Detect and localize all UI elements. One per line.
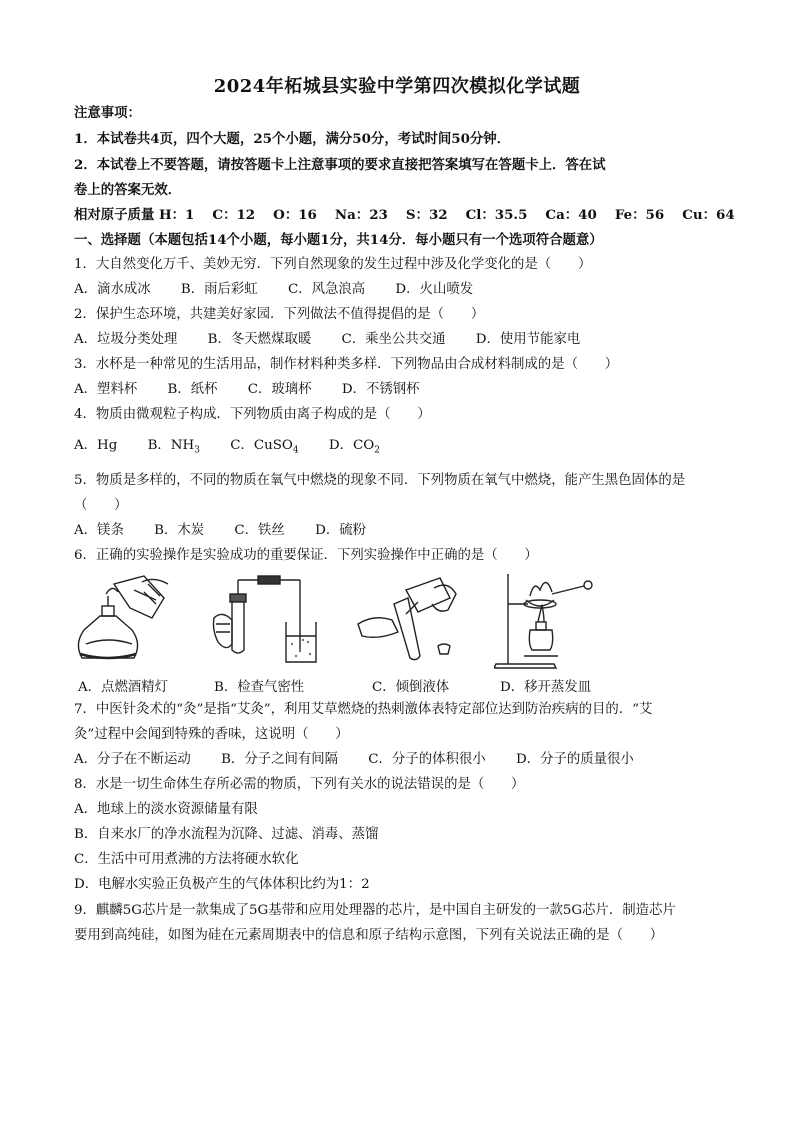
q1-options <box>74 281 499 299</box>
q1-option-b: B．雨后彩虹 <box>180 282 258 297</box>
q1-option-a: A．滴水成冰 <box>74 282 151 297</box>
figure-b-caption: B．检查气密性 <box>214 680 305 695</box>
q7-options <box>74 751 660 769</box>
q8-option-c: C．生活中可用煮沸的方法将硬水软化 <box>74 852 299 867</box>
q4-option-c-sub: 4 <box>292 445 299 456</box>
figure-c-drawing <box>352 570 462 670</box>
q3-option-c: C．玻璃杯 <box>247 382 312 397</box>
notice-item-2-cont: 卷上的答案无效． <box>74 182 182 198</box>
q6-stem: 6．正确的实验操作是实验成功的重要保证．下列实验操作中正确的是（ ） <box>74 548 538 563</box>
q7-stem: 7．中医针灸术的“灸”是指“艾灸”，利用艾草燃烧的热刺激体表特定部位达到防治疾病的目的．“艾 <box>74 702 653 717</box>
q8-option-d: D．电解水实验正负极产生的气体体积比约为1：2 <box>74 877 370 892</box>
q2-option-a: A．垃圾分类处理 <box>74 332 178 347</box>
q8-option-a: A．地球上的淡水资源储量有限 <box>74 802 258 817</box>
q5-stem: 5．物质是多样的，不同的物质在氧气中燃烧的现象不同．下列物质在氧气中燃烧，能产生黑色固体的是 <box>74 473 686 488</box>
figure-d-caption: D．移开蒸发皿 <box>500 680 592 695</box>
q5-stem-cont: （ ） <box>74 498 128 513</box>
q1-stem: 1．大自然变化万千、美妙无穷．下列自然现象的发生过程中涉及化学变化的是（ ） <box>74 257 592 272</box>
section-heading: 一、选择题（本题包括14个小题，每小题1分，共14分．每小题只有一个选项符合题意） <box>74 232 603 248</box>
q5-options <box>74 522 392 540</box>
q4-option-a: A．Hg <box>74 438 118 453</box>
notice-heading: 注意事项： <box>74 105 141 121</box>
q9-stem-cont: 要用到高纯硅，如图为硅在元素周期表中的信息和原子结构示意图，下列有关说法正确的是（ ） <box>74 928 664 943</box>
q1-option-d: D．火山喷发 <box>395 282 474 297</box>
q3-stem: 3．水杯是一种常见的生活用品，制作材料种类多样．下列物品由合成材料制成的是（ ） <box>74 357 619 372</box>
q9-stem: 9．麒麟5G芯片是一款集成了5G基带和应用处理器的芯片，是中国自主研发的一款5G芯片．制造芯片 <box>74 903 676 918</box>
figure-b-airtightness <box>208 570 318 670</box>
figure-c-caption: C．倾倒液体 <box>372 680 450 695</box>
figure-c-pouring-liquid <box>352 570 462 670</box>
q3-option-b: B．纸杯 <box>167 382 218 397</box>
q4-option-b-sub: 3 <box>194 445 200 456</box>
figure-a-drawing <box>72 570 182 670</box>
figure-a-alcohol-lamp <box>72 570 182 670</box>
q4-option-b <box>148 437 200 460</box>
q4-option-d-text: D．CO <box>328 438 375 453</box>
q2-stem: 2．保护生态环境，共建美好家园．下列做法不值得提倡的是（ ） <box>74 307 485 322</box>
q1-option-c: C．风急浪高 <box>287 282 366 297</box>
q7-stem-cont: 灸”过程中会闻到特殊的香味，这说明（ ） <box>74 727 349 742</box>
q4-option-c <box>230 437 298 460</box>
q3-option-d: D．不锈钢杯 <box>341 382 420 397</box>
q2-option-d: D．使用节能家电 <box>475 332 581 347</box>
q5-option-a: A．镁条 <box>74 523 124 538</box>
q4-options <box>74 437 406 460</box>
q4-option-c-text: C．CuSO <box>230 438 293 453</box>
page-title: 2024年柘城县实验中学第四次模拟化学试题 <box>213 76 581 97</box>
q2-option-b: B．冬天燃煤取暖 <box>207 332 312 347</box>
q4-stem: 4．物质由微观粒子构成．下列物质由离子构成的是（ ） <box>74 407 431 422</box>
figure-a-caption: A．点燃酒精灯 <box>78 680 169 695</box>
q8-stem: 8．水是一切生命体生存所必需的物质，下列有关水的说法错误的是（ ） <box>74 777 525 792</box>
q7-option-a: A．分子在不断运动 <box>74 752 191 767</box>
q5-option-d: D．硫粉 <box>315 523 366 538</box>
atomic-mass-line: 相对原子质量 H：1 C：12 O：16 Na：23 S：32 Cl：35.5 Ca：40 Fe：56 Cu：64 <box>74 207 735 223</box>
q5-option-b: B．木炭 <box>154 523 205 538</box>
q2-options <box>74 331 606 349</box>
q8-option-b: B．自来水厂的净水流程为沉降、过滤、消毒、蒸馏 <box>74 827 379 842</box>
q5-option-c: C．铁丝 <box>234 523 285 538</box>
q3-options <box>74 381 446 399</box>
notice-item-2: 2．本试卷上不要答题，请按答题卡上注意事项的要求直接把答案填写在答题卡上．答在试 <box>74 157 606 173</box>
q7-option-b: B．分子之间有间隔 <box>221 752 339 767</box>
q4-option-d-sub: 2 <box>374 445 380 456</box>
q7-option-d: D．分子的质量很小 <box>515 752 634 767</box>
q2-option-c: C．乘坐公共交通 <box>341 332 446 347</box>
figure-d-evaporating-dish <box>494 570 604 670</box>
figure-b-drawing <box>208 570 318 670</box>
notice-item-1: 1．本试卷共4页，四个大题，25个小题，满分50分，考试时间50分钟． <box>74 131 511 147</box>
q4-option-b-text: B．NH <box>147 438 195 453</box>
q3-option-a: A．塑料杯 <box>74 382 138 397</box>
q7-option-c: C．分子的体积很小 <box>368 752 486 767</box>
q4-option-d <box>329 437 380 460</box>
figure-d-drawing <box>494 570 604 670</box>
